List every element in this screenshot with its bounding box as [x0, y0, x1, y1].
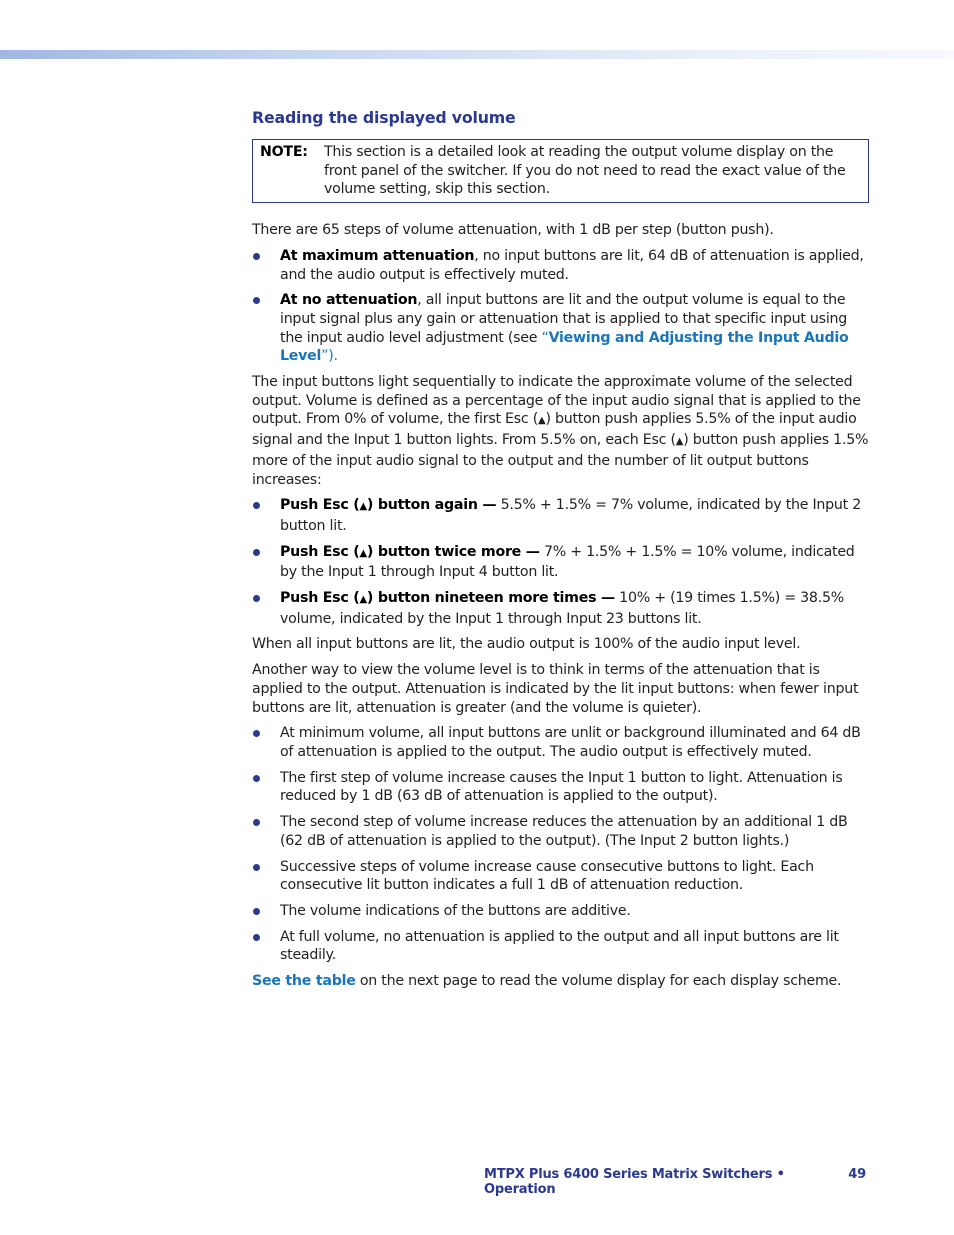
- list-item: [252, 769, 869, 806]
- attenuation-steps-list: [252, 724, 869, 965]
- list-item-text: 7% + 1.5% + 1.5% = 10% volume, indicated by the Input 1 through Input 4 button lit.: [280, 543, 855, 581]
- up-arrow-icon: ▲: [675, 436, 684, 448]
- list-item-bold: At maximum attenuation: [280, 247, 475, 264]
- list-item-text: Successive steps of volume increase cause consecutive buttons to light. Each consecutive lit button indicates a full 1 dB of attenuation reduction.: [280, 858, 814, 894]
- button-push-list: [252, 496, 869, 628]
- list-item: [252, 589, 869, 628]
- bullet-icon: [253, 864, 260, 871]
- list-item-bold: Push Esc (▲) button again —: [280, 497, 497, 514]
- section-heading: Reading the displayed volume: [252, 108, 516, 127]
- list-item-text: 5.5% + 1.5% = 7% volume, indicated by the Input 2 button lit.: [280, 497, 862, 534]
- bullet-icon: [253, 908, 260, 915]
- up-arrow-icon: ▲: [359, 594, 367, 606]
- list-item: [252, 543, 869, 582]
- up-arrow-icon: ▲: [359, 547, 367, 559]
- bullet-icon: [253, 730, 260, 737]
- list-item-text: At full volume, no attenuation is applied to the output and all input buttons are lit steadily.: [280, 928, 839, 964]
- page-content: [252, 108, 869, 998]
- bullet-icon: [253, 549, 260, 556]
- list-item-bold: Push Esc (▲) button twice more —: [280, 543, 540, 560]
- volume-paragraph-part: ) button push applies 5.5% of the input audio signal and the Input 1 button lights. From 5.5% on, each Esc (: [252, 411, 857, 449]
- note-box: [252, 139, 869, 203]
- list-item-text: 10% + (19 times 1.5%) = 38.5% volume, indicated by the Input 1 through Input 23 buttons lit.: [280, 590, 844, 627]
- list-item-text: The first step of volume increase causes the Input 1 button to light. Attenuation is reduced by 1 dB (63 dB of attenuation is applied to the output).: [280, 769, 843, 805]
- header-band: [0, 50, 954, 59]
- page-footer: [484, 1167, 866, 1197]
- closing-text: on the next page to read the volume display for each display scheme.: [355, 973, 842, 990]
- intro-paragraph: There are 65 steps of volume attenuation, with 1 dB per step (button push).: [252, 222, 774, 239]
- closing-paragraph: [252, 972, 869, 991]
- list-item-text: The volume indications of the buttons are additive.: [280, 902, 631, 919]
- list-item-text: , no input buttons are lit, 64 dB of attenuation is applied, and the audio output is effectively muted.: [280, 247, 864, 283]
- full-volume-paragraph: When all input buttons are lit, the audio output is 100% of the audio input level.: [252, 636, 801, 653]
- list-item: [252, 291, 869, 366]
- quote-open: “: [541, 329, 549, 346]
- attenuation-list: [252, 247, 869, 366]
- audio-level-link[interactable]: Viewing and Adjusting the Input Audio Level: [280, 329, 849, 365]
- see-table-link[interactable]: See the table: [252, 973, 356, 990]
- attenuation-paragraph: Another way to view the volume level is to think in terms of the attenuation that is applied to the output. Attenuation is indicated by the lit input buttons: when fewer input buttons are lit, attenuation is greater (and the volume is quieter).: [252, 662, 859, 716]
- list-item-text: The second step of volume increase reduces the attenuation by an additional 1 dB (62 dB of attenuation is applied to the output). (The Input 2 button lights.): [280, 814, 848, 849]
- quote-close: ”).: [321, 348, 338, 365]
- bullet-icon: [253, 253, 260, 260]
- page-number: 49: [848, 1167, 866, 1182]
- list-item-text: At minimum volume, all input buttons are unlit or background illuminated and 64 dB of attenuation is applied to the output. The audio output is effectively muted.: [280, 725, 861, 760]
- list-item-bold: At no attenuation: [280, 292, 418, 309]
- volume-paragraph-part: ) button push applies 1.5% more of the input audio signal to the output and the number of lit output buttons increases:: [252, 432, 869, 488]
- bullet-icon: [253, 819, 260, 826]
- list-item: [252, 724, 869, 761]
- list-item: [252, 813, 869, 850]
- list-item-bold: Push Esc (▲) button nineteen more times —: [280, 590, 615, 607]
- list-item: [252, 928, 869, 965]
- volume-paragraph-part: The input buttons light sequentially to indicate the approximate volume of the selected output. Volume is defined as a percentage of the input audio signal that is applied to the output. From 0% of volume, the first Esc (: [252, 374, 861, 428]
- footer-title: MTPX Plus 6400 Series Matrix Switchers • Operation: [484, 1167, 785, 1197]
- list-item: [252, 858, 869, 895]
- bullet-icon: [253, 775, 260, 782]
- volume-paragraph: [252, 373, 869, 489]
- list-item: [252, 496, 869, 535]
- list-item: [252, 902, 869, 921]
- bullet-icon: [253, 502, 260, 509]
- up-arrow-icon: ▲: [359, 501, 367, 513]
- bullet-icon: [253, 595, 260, 602]
- note-text: This section is a detailed look at reading the output volume display on the front panel of the switcher. If you do not need to read the exact value of the volume setting, skip this section.: [324, 144, 846, 198]
- note-label: NOTE:: [260, 144, 308, 160]
- bullet-icon: [253, 934, 260, 941]
- list-item-text: , all input buttons are lit and the output volume is equal to the input signal plus any gain or attenuation that is applied to that specific input using the input audio level adjustment (see: [280, 292, 848, 346]
- bullet-icon: [253, 297, 260, 304]
- list-item: [252, 247, 869, 284]
- up-arrow-icon: ▲: [537, 415, 546, 427]
